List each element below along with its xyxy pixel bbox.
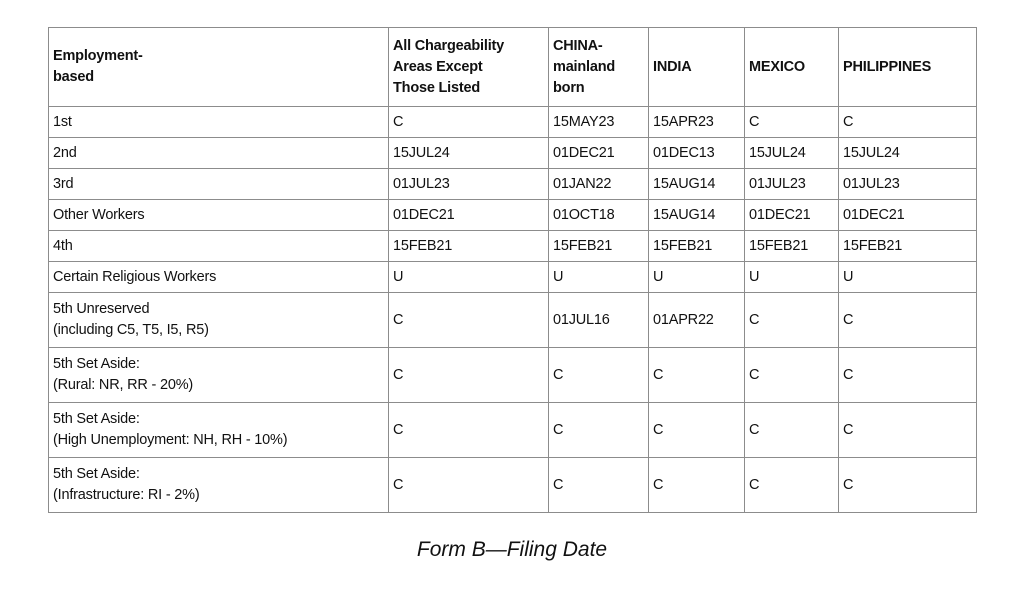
cell-china: C [549,403,649,458]
header-line: All Chargeability [393,37,505,54]
cell-all-chargeability: C [389,458,549,513]
header-line: INDIA [653,58,692,75]
row-label: 3rd [49,169,389,200]
header-line: born [553,79,585,96]
cell-mexico: 01JUL23 [745,169,839,200]
table-row [49,138,977,169]
header-line: CHINA- [553,37,603,54]
cell-china: U [549,262,649,293]
cell-china: 01JUL16 [549,293,649,348]
cell-china: 01OCT18 [549,200,649,231]
row-label: Other Workers [49,200,389,231]
table-row [49,458,977,513]
cell-india: U [649,262,745,293]
cell-china: 15FEB21 [549,231,649,262]
row-label-line: (High Unemployment: NH, RH - 10%) [53,432,288,448]
row-label-line: 5th Unreserved [53,301,150,317]
cell-all-chargeability: 15FEB21 [389,231,549,262]
cell-india: C [649,348,745,403]
cell-philippines: 15FEB21 [839,231,977,262]
header-all-chargeability [389,28,549,107]
cell-philippines: 01DEC21 [839,200,977,231]
row-label [49,348,389,403]
cell-philippines: C [839,348,977,403]
table-row [49,107,977,138]
cell-mexico: U [745,262,839,293]
cell-india: C [649,403,745,458]
cell-india: 15AUG14 [649,200,745,231]
row-label-line: 5th Set Aside: [53,356,140,372]
figure-caption: Form B—Filing Date [416,538,608,561]
cell-china: 01DEC21 [549,138,649,169]
cell-philippines: C [839,107,977,138]
filing-date-table-container [48,27,976,513]
cell-india: 01DEC13 [649,138,745,169]
cell-philippines: C [839,403,977,458]
cell-all-chargeability: C [389,348,549,403]
cell-china: C [549,458,649,513]
header-philippines [839,28,977,107]
cell-china: 01JAN22 [549,169,649,200]
cell-mexico: C [745,403,839,458]
header-mexico [745,28,839,107]
row-label: 1st [49,107,389,138]
table-row [49,293,977,348]
cell-philippines: 15JUL24 [839,138,977,169]
header-category [49,28,389,107]
cell-philippines: C [839,293,977,348]
row-label-line: (including C5, T5, I5, R5) [53,322,209,338]
header-row [49,28,977,107]
cell-all-chargeability: 01DEC21 [389,200,549,231]
cell-china: C [549,348,649,403]
row-label [49,403,389,458]
cell-mexico: C [745,107,839,138]
header-line: based [53,69,94,85]
row-label [49,293,389,348]
cell-mexico: C [745,458,839,513]
cell-philippines: U [839,262,977,293]
cell-all-chargeability: U [389,262,549,293]
cell-all-chargeability: C [389,403,549,458]
table-row [49,403,977,458]
header-line: Employment- [53,48,143,64]
cell-india: 15APR23 [649,107,745,138]
cell-mexico: C [745,293,839,348]
cell-philippines: 01JUL23 [839,169,977,200]
cell-mexico: C [745,348,839,403]
header-line: mainland [553,58,616,75]
table-row [49,231,977,262]
header-line: PHILIPPINES [843,58,932,75]
filing-date-table [48,27,977,513]
row-label-line: 5th Set Aside: [53,411,140,427]
cell-philippines: C [839,458,977,513]
cell-india: 01APR22 [649,293,745,348]
table-row [49,169,977,200]
row-label [49,458,389,513]
table-row [49,262,977,293]
table-row [49,200,977,231]
cell-china: 15MAY23 [549,107,649,138]
row-label-line: (Rural: NR, RR - 20%) [53,377,194,393]
row-label: 4th [49,231,389,262]
row-label: 2nd [49,138,389,169]
cell-mexico: 01DEC21 [745,200,839,231]
header-line: Areas Except [393,58,483,75]
cell-all-chargeability: 01JUL23 [389,169,549,200]
cell-india: C [649,458,745,513]
cell-mexico: 15FEB21 [745,231,839,262]
cell-mexico: 15JUL24 [745,138,839,169]
cell-all-chargeability: 15JUL24 [389,138,549,169]
header-india [649,28,745,107]
header-line: MEXICO [749,58,805,75]
header-china [549,28,649,107]
row-label-line: (Infrastructure: RI - 2%) [53,487,200,503]
header-line: Those Listed [393,79,481,96]
cell-all-chargeability: C [389,293,549,348]
table-row [49,348,977,403]
cell-india: 15AUG14 [649,169,745,200]
cell-all-chargeability: C [389,107,549,138]
row-label: Certain Religious Workers [49,262,389,293]
cell-india: 15FEB21 [649,231,745,262]
row-label-line: 5th Set Aside: [53,466,140,482]
